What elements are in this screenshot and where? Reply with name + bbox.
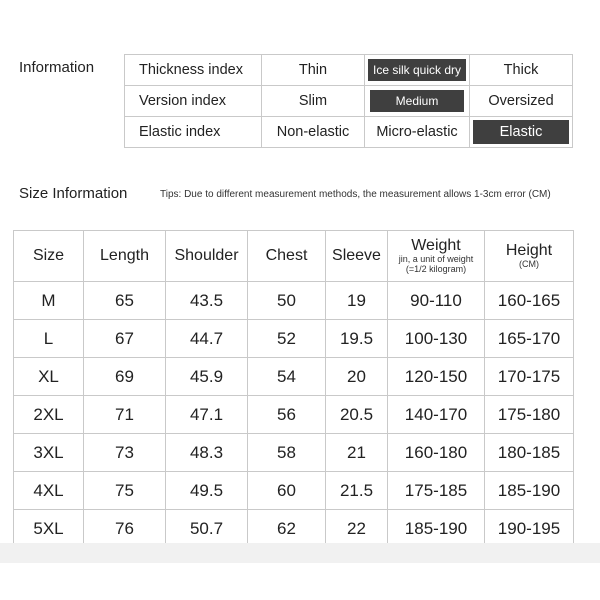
cell-size: 5XL [14, 510, 84, 548]
info-option-highlight: Medium [370, 90, 465, 112]
cell-sleeve: 22 [326, 510, 388, 548]
cell-length: 65 [84, 282, 166, 320]
info-option [365, 117, 470, 148]
info-option-label: Thick [503, 62, 539, 78]
header-height-note: (CM) [519, 258, 539, 269]
info-row-elastic [125, 117, 573, 148]
header-sleeve: Sleeve [326, 231, 388, 282]
cell-chest: 60 [248, 472, 326, 510]
information-label: Information [19, 59, 95, 76]
header-shoulder: Shoulder [166, 231, 248, 282]
info-row-name: Elastic index [125, 117, 262, 148]
cell-shoulder: 49.5 [166, 472, 248, 510]
cell-weight: 120-150 [388, 358, 485, 396]
info-row-thickness [125, 55, 573, 86]
cell-sleeve: 20.5 [326, 396, 388, 434]
info-row-version [125, 86, 573, 117]
cell-height: 190-195 [485, 510, 574, 548]
header-weight-note: jin, a unit of weight (=1/2 kilogram) [398, 253, 474, 274]
cell-shoulder: 45.9 [166, 358, 248, 396]
table-row [14, 510, 574, 548]
cell-sleeve: 21 [326, 434, 388, 472]
info-option-selected [365, 86, 470, 117]
table-row [14, 434, 574, 472]
cell-weight: 90-110 [388, 282, 485, 320]
header-size: Size [14, 231, 84, 282]
cell-height: 170-175 [485, 358, 574, 396]
cell-shoulder: 47.1 [166, 396, 248, 434]
header-length: Length [84, 231, 166, 282]
table-row [14, 396, 574, 434]
cell-length: 75 [84, 472, 166, 510]
cell-sleeve: 19.5 [326, 320, 388, 358]
header-weight [388, 231, 485, 282]
info-option-label: Micro-elastic [376, 124, 458, 140]
information-table [124, 54, 573, 148]
cell-height: 185-190 [485, 472, 574, 510]
header-height-label: Height [505, 242, 553, 260]
cell-weight: 185-190 [388, 510, 485, 548]
cell-length: 73 [84, 434, 166, 472]
table-row [14, 472, 574, 510]
tips-text: Tips: Due to different measurement methods, the measurement allows 1-3cm error (CM) [160, 189, 551, 200]
cell-chest: 52 [248, 320, 326, 358]
cell-length: 69 [84, 358, 166, 396]
header-weight-label: Weight [411, 237, 461, 255]
cell-weight: 100-130 [388, 320, 485, 358]
size-table-header [14, 231, 574, 282]
info-option-selected [470, 117, 573, 148]
cell-height: 160-165 [485, 282, 574, 320]
info-option-label: Slim [298, 93, 328, 109]
cell-length: 76 [84, 510, 166, 548]
info-row-name: Thickness index [125, 55, 262, 86]
cell-sleeve: 20 [326, 358, 388, 396]
cell-chest: 56 [248, 396, 326, 434]
info-option-label: Non-elastic [276, 124, 350, 140]
cell-shoulder: 48.3 [166, 434, 248, 472]
cell-weight: 175-185 [388, 472, 485, 510]
cell-sleeve: 21.5 [326, 472, 388, 510]
size-table-body [14, 282, 574, 548]
table-row [14, 358, 574, 396]
cell-chest: 58 [248, 434, 326, 472]
header-chest: Chest [248, 231, 326, 282]
cell-height: 180-185 [485, 434, 574, 472]
cell-height: 165-170 [485, 320, 574, 358]
table-row [14, 282, 574, 320]
cell-sleeve: 19 [326, 282, 388, 320]
cell-shoulder: 43.5 [166, 282, 248, 320]
info-option-selected [365, 55, 470, 86]
size-information-label: Size Information [19, 185, 128, 202]
bottom-band [0, 543, 600, 563]
info-option-label: Thin [298, 62, 328, 78]
cell-chest: 62 [248, 510, 326, 548]
header-height [485, 231, 574, 282]
info-option-highlight: Ice silk quick dry [368, 59, 466, 81]
cell-size: M [14, 282, 84, 320]
cell-size: 4XL [14, 472, 84, 510]
cell-size: 3XL [14, 434, 84, 472]
cell-chest: 54 [248, 358, 326, 396]
cell-weight: 160-180 [388, 434, 485, 472]
cell-size: XL [14, 358, 84, 396]
cell-size: 2XL [14, 396, 84, 434]
info-option [262, 86, 365, 117]
info-option [470, 55, 573, 86]
cell-length: 71 [84, 396, 166, 434]
cell-size: L [14, 320, 84, 358]
info-option [262, 117, 365, 148]
cell-shoulder: 44.7 [166, 320, 248, 358]
info-option [262, 55, 365, 86]
info-option [470, 86, 573, 117]
info-option-highlight: Elastic [473, 120, 569, 144]
table-row [14, 320, 574, 358]
info-row-name: Version index [125, 86, 262, 117]
cell-weight: 140-170 [388, 396, 485, 434]
info-option-label: Oversized [488, 93, 554, 109]
cell-length: 67 [84, 320, 166, 358]
cell-shoulder: 50.7 [166, 510, 248, 548]
cell-height: 175-180 [485, 396, 574, 434]
size-table [13, 230, 574, 548]
cell-chest: 50 [248, 282, 326, 320]
